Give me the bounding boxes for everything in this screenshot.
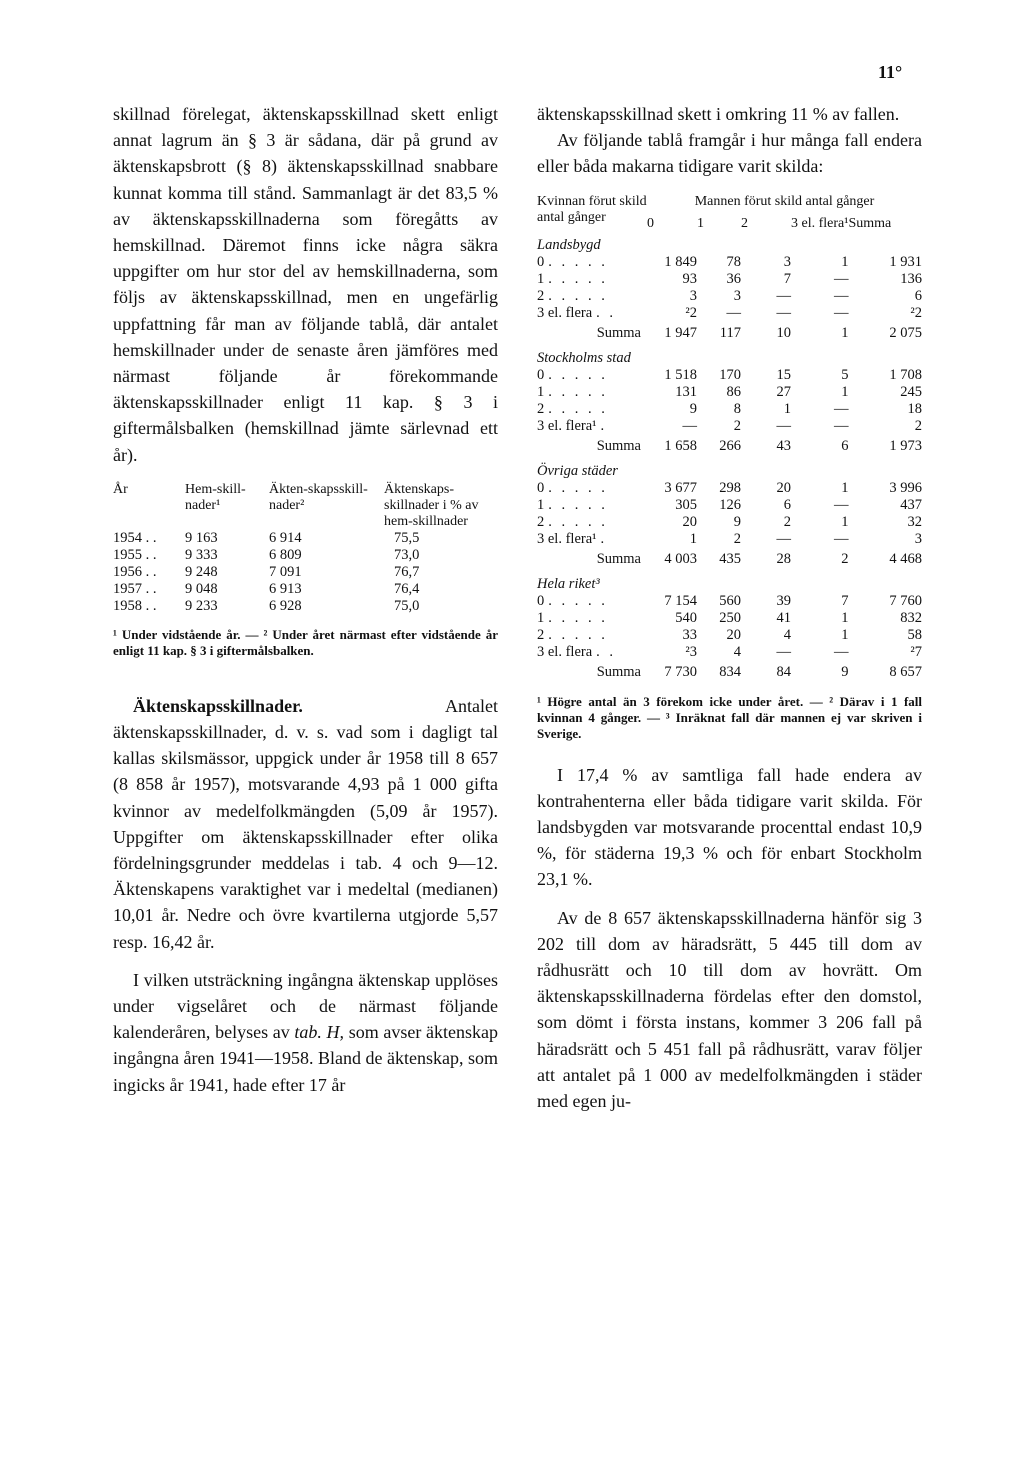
table-cell-aktenskapsskillnader: 6 914 <box>269 529 302 546</box>
table-reference: tab. H, <box>294 1022 345 1043</box>
table-cell-percent: 75,5 <box>394 529 420 546</box>
left-paragraph-2 <box>113 693 498 955</box>
sum-cell: 43 <box>776 437 791 454</box>
right-paragraph-3: I 17,4 % av samtliga fall hade endera av kontrahenterna eller båda tidigare varit skilda. För landsbygden var motsvarande procenttal endast 10,9 %, för städerna 19,3 % och för enbart Stockholm 23,1 %. <box>537 764 922 890</box>
table-cell: 27 <box>776 383 791 400</box>
table-cell: — <box>833 400 849 417</box>
table-cell: 1 <box>841 383 849 400</box>
row-label <box>537 305 647 322</box>
section-title: Stockholms stad <box>537 349 631 366</box>
table-cell-year: 1955 . . <box>113 546 157 563</box>
table-cell-year: 1957 . . <box>113 580 157 597</box>
table-cell: 7 <box>783 270 791 287</box>
row-label <box>537 497 647 514</box>
table-row <box>537 480 922 497</box>
table-cell: — <box>833 530 849 547</box>
left-paragraph-3-a: I vilken utsträckning ingångna äktenskap upplöses under vigselåret och de närmast följande kalenderåren, belyses av <box>113 969 498 1043</box>
sum-cell: 4 003 <box>664 550 697 567</box>
table-cell: 7 154 <box>664 592 697 609</box>
right-column <box>537 101 922 1114</box>
table-cell: 33 <box>682 626 697 643</box>
sum-label: Summa <box>596 663 641 680</box>
table-cell: — <box>682 417 697 434</box>
table-cell: ²3 <box>685 643 697 660</box>
table-cell: 1 849 <box>664 253 697 270</box>
sum-cell: 8 657 <box>889 663 922 680</box>
sum-cell: 6 <box>841 437 849 454</box>
table-cell: 3 677 <box>664 479 697 496</box>
table-cell: 20 <box>726 626 741 643</box>
table-cell: — <box>776 417 791 434</box>
col-header-kvinnan: Kvinnan förut skild antal gånger <box>537 193 647 225</box>
row-label <box>537 401 647 418</box>
table-row <box>537 271 922 288</box>
row-label-text: 2 <box>537 626 545 643</box>
sum-cell: 7 730 <box>664 663 697 680</box>
table-row <box>113 581 498 598</box>
row-label-text: 2 <box>537 513 545 530</box>
section-heading-row <box>537 571 922 593</box>
table-row <box>113 598 498 615</box>
table-cell: — <box>833 287 849 304</box>
row-label-text: 0 <box>537 253 545 270</box>
table-cell: 1 <box>689 530 697 547</box>
sum-row <box>537 435 922 458</box>
table-cell: 7 <box>841 592 849 609</box>
right-paragraph-1: äktenskapsskillnad skett i omkring 11 % av fallen. <box>537 104 900 124</box>
table-row <box>537 497 922 514</box>
row-label-dots: . . . . . <box>548 592 608 609</box>
row-label <box>537 593 647 610</box>
table-row <box>537 593 922 610</box>
row-label-text: 3 el. flera¹ <box>537 530 597 547</box>
left-column <box>113 101 498 1098</box>
row-label-dots: . . . . . <box>548 626 608 643</box>
table-cell: 2 <box>783 513 791 530</box>
table-cell: 1 708 <box>889 366 922 383</box>
sum-row <box>537 661 922 684</box>
row-label-dots: . <box>600 417 608 434</box>
row-label <box>537 531 647 548</box>
table-row <box>113 564 498 581</box>
table-cell: — <box>833 643 849 660</box>
table-cell: 2 <box>914 417 922 434</box>
table-cell: 86 <box>726 383 741 400</box>
table-row <box>537 254 922 271</box>
table-cell: 1 <box>783 400 791 417</box>
col-header-mannen: Mannen förut skild antal gånger <box>694 193 875 209</box>
sum-label: Summa <box>596 437 641 454</box>
row-label-dots: . . . . . <box>548 287 608 304</box>
row-label <box>537 254 647 271</box>
sum-cell: 9 <box>841 663 849 680</box>
table-row <box>537 644 922 661</box>
table-cell: 7 760 <box>889 592 922 609</box>
table-cell-hemskillnader: 9 333 <box>185 546 218 563</box>
col-header-year: År <box>113 481 128 497</box>
row-label <box>537 514 647 531</box>
table-cell: 58 <box>907 626 922 643</box>
col-header-hemskillnader: Hem-skill-nader¹ <box>185 481 246 513</box>
section-heading-row <box>537 345 922 367</box>
sum-label: Summa <box>596 324 641 341</box>
table-cell: 1 <box>841 513 849 530</box>
row-label-text: 0 <box>537 592 545 609</box>
left-paragraph-3-b: som avser äktenskap ingångna åren 1941—1958. Bland de äktenskap, som ingicks år 1941, hade efter 17 år <box>113 1022 498 1095</box>
row-label-text: 0 <box>537 366 545 383</box>
row-label <box>537 610 647 627</box>
table-cell: 131 <box>675 383 697 400</box>
table-cell: 1 <box>841 626 849 643</box>
divorce-separation-table <box>113 482 498 615</box>
table-row <box>537 288 922 305</box>
table-cell: — <box>833 270 849 287</box>
table-cell-percent: 73,0 <box>394 546 420 563</box>
sum-row <box>537 322 922 345</box>
row-label-dots: . . . . . <box>548 366 608 383</box>
table-cell-year: 1954 . . <box>113 529 157 546</box>
col-header-1: 1 <box>697 215 704 231</box>
left-paragraph-3 <box>113 967 498 1098</box>
col-header-summa: Summa <box>848 215 892 231</box>
table-cell: 5 <box>841 366 849 383</box>
table-cell-aktenskapsskillnader: 6 928 <box>269 597 302 614</box>
sum-cell: 84 <box>776 663 791 680</box>
table-cell: 3 996 <box>889 479 922 496</box>
table-cell: 832 <box>900 609 922 626</box>
table-cell-hemskillnader: 9 233 <box>185 597 218 614</box>
table-cell-hemskillnader: 9 048 <box>185 580 218 597</box>
table-row <box>113 530 498 547</box>
table-cell: 1 <box>841 479 849 496</box>
table-cell: 9 <box>733 513 741 530</box>
table-cell: 36 <box>726 270 741 287</box>
table-cell-year: 1956 . . <box>113 563 157 580</box>
right-footnote: ¹ Högre antal än 3 förekom icke under året. — ² Därav i 1 fall kvinnan 4 gånger. — ³ Inräknat fall där mannen ej var skriven i Sverige. <box>537 693 922 741</box>
table-row <box>537 627 922 644</box>
table-row <box>537 531 922 548</box>
table-cell: 560 <box>719 592 741 609</box>
table-cell: 6 <box>783 496 791 513</box>
row-label-dots: . . . . . <box>548 479 608 496</box>
row-label-text: 1 <box>537 383 545 400</box>
col-header-3plus: 3 el. flera¹ <box>791 215 849 231</box>
table-cell: ²2 <box>910 304 922 321</box>
table-cell: — <box>776 287 791 304</box>
row-label-dots: . <box>600 530 608 547</box>
sum-cell: 1 <box>841 324 849 341</box>
sum-cell: 28 <box>776 550 791 567</box>
table-row <box>537 367 922 384</box>
table-cell: 9 <box>689 400 697 417</box>
table-cell: 78 <box>726 253 741 270</box>
table-cell: — <box>776 643 791 660</box>
row-label <box>537 644 647 661</box>
sum-cell: 1 973 <box>889 437 922 454</box>
table-cell: — <box>776 304 791 321</box>
table-cell: 20 <box>682 513 697 530</box>
row-label <box>537 367 647 384</box>
table-cell: 1 <box>841 609 849 626</box>
section-runin-heading: Äktenskapsskillnader. <box>133 695 303 716</box>
table-cell: — <box>726 304 741 321</box>
divorce-separation-table-body <box>113 530 498 615</box>
sum-cell: 117 <box>719 324 741 341</box>
table-cell-aktenskapsskillnader: 6 809 <box>269 546 302 563</box>
table-cell: 1 518 <box>664 366 697 383</box>
table-row <box>537 610 922 627</box>
table-cell: 8 <box>733 400 741 417</box>
table-cell: 245 <box>900 383 922 400</box>
table-row <box>537 401 922 418</box>
table-cell: 3 <box>733 287 741 304</box>
table-cell: 2 <box>733 530 741 547</box>
col-header-2: 2 <box>741 215 748 231</box>
table-row <box>537 305 922 322</box>
table-cell: 540 <box>675 609 697 626</box>
table-cell-aktenskapsskillnader: 7 091 <box>269 563 302 580</box>
table-cell-hemskillnader: 9 248 <box>185 563 218 580</box>
table-cell-aktenskapsskillnader: 6 913 <box>269 580 302 597</box>
right-paragraph-2: Av följande tablå framgår i hur många fall endera eller båda makarna tidigare varit skilda: <box>537 130 922 177</box>
sum-cell: 2 075 <box>889 324 922 341</box>
sum-cell: 1 658 <box>664 437 697 454</box>
row-label-dots: . . . . . <box>548 513 608 530</box>
sum-cell: 10 <box>776 324 791 341</box>
row-label-dots: . . <box>596 643 617 660</box>
row-label-dots: . . . . . <box>548 400 608 417</box>
row-label-text: 2 <box>537 400 545 417</box>
row-label-text: 1 <box>537 270 545 287</box>
table-cell: 3 <box>783 253 791 270</box>
table-cell: 3 <box>914 530 922 547</box>
table-cell: 41 <box>776 609 791 626</box>
col-header-aktenskapsskillnader: Äkten-skapsskill-nader² <box>269 481 368 513</box>
sum-cell: 266 <box>719 437 741 454</box>
row-label-text: 1 <box>537 609 545 626</box>
row-label-dots: . . . . . <box>548 253 608 270</box>
col-header-percent: Äktenskaps-skillnader i % av hem-skillnader <box>384 481 479 529</box>
col-header-0: 0 <box>647 215 654 231</box>
table-cell: 15 <box>776 366 791 383</box>
table-cell: 4 <box>733 643 741 660</box>
table-cell: 298 <box>719 479 741 496</box>
table-cell-hemskillnader: 9 163 <box>185 529 218 546</box>
table-cell: 18 <box>907 400 922 417</box>
table-cell: 1 <box>841 253 849 270</box>
sum-cell: 834 <box>719 663 741 680</box>
row-label <box>537 418 647 435</box>
sum-row <box>537 548 922 571</box>
table-cell: 1 931 <box>889 253 922 270</box>
row-label-dots: . . . . . <box>548 383 608 400</box>
row-label-dots: . . . . . <box>548 270 608 287</box>
row-label-text: 0 <box>537 479 545 496</box>
row-label-text: 2 <box>537 287 545 304</box>
table-cell: 39 <box>776 592 791 609</box>
left-footnote: ¹ Under vidstående år. — ² Under året närmast efter vidstående år enligt 11 kap. § 3 i giftermålsbalken. <box>113 626 498 658</box>
table-cell: — <box>833 417 849 434</box>
section-heading-row <box>537 458 922 480</box>
table-cell-year: 1958 . . <box>113 597 157 614</box>
table-cell: 305 <box>675 496 697 513</box>
table-cell: 136 <box>900 270 922 287</box>
table-cell: 3 <box>689 287 697 304</box>
row-label-dots: . . <box>596 304 617 321</box>
prior-divorces-table <box>537 194 922 684</box>
table-cell: — <box>776 530 791 547</box>
table-cell: 2 <box>733 417 741 434</box>
page-number: 11° <box>878 62 903 82</box>
row-label-text: 1 <box>537 496 545 513</box>
table-cell: ²7 <box>910 643 922 660</box>
row-label <box>537 384 647 401</box>
row-label <box>537 480 647 497</box>
section-title: Hela riket³ <box>537 575 600 592</box>
row-label <box>537 627 647 644</box>
sum-cell: 4 468 <box>889 550 922 567</box>
section-title: Landsbygd <box>537 236 601 253</box>
table-row <box>537 514 922 531</box>
row-label-text: 3 el. flera <box>537 304 593 321</box>
table-cell: 6 <box>914 287 922 304</box>
table-cell: 20 <box>776 479 791 496</box>
table-cell: 250 <box>719 609 741 626</box>
table-cell: 170 <box>719 366 741 383</box>
prior-divorces-table-body <box>537 232 922 684</box>
row-label <box>537 288 647 305</box>
table-cell: 93 <box>682 270 697 287</box>
left-paragraph-1: skillnad förelegat, äktenskapsskillnad skett enligt annat lagrum än § 3 är sådana, där på grund av äktenskapsbrott (§ 8) äktenskapsskillnad snabbare kunnat komma till stånd. Sammanlagt är det 83,5 % av äktenskapsskillnaderna som föregåtts av hemskillnad. Däremot finns icke några säkra uppgifter om hur stor del av hemskillnaderna, som följs av äktenskapsskillnad, men en ungefärlig uppfattning får man av följande tablå, där antalet hemskillnader under de senaste åren jämföres med närmast följande år förekommande äktenskapsskillnader enligt 11 kap. § 3 i giftermålsbalken (hemskillnad jämte särlevnad ett år). <box>113 104 498 465</box>
sum-cell: 2 <box>841 550 849 567</box>
table-row <box>537 418 922 435</box>
row-label-text: 3 el. flera <box>537 643 593 660</box>
left-paragraph-2-text: Antalet äktenskapsskillnader, d. v. s. vad som i dagligt tal kallas skilsmässor, uppgick under år 1958 till 8 657 (8 858 år 1957), motsvarande 4,93 på 1 000 gifta kvinnor av medelfolkmängden (5,09 år 1957). Uppgifter om äktenskapsskillnader efter olika fördelningsgrunder meddelas i tab. 4 och 9—12. Äktenskapens varaktighet var i medeltal (medianen) 10,01 år. Nedre och övre kvartilerna utgjorde 5,57 resp. 16,42 år. <box>113 695 498 952</box>
table-cell: — <box>833 496 849 513</box>
section-title: Övriga städer <box>537 462 618 479</box>
table-cell: — <box>833 304 849 321</box>
table-row <box>113 547 498 564</box>
table-cell: 126 <box>719 496 741 513</box>
section-heading-row <box>537 232 922 254</box>
row-label <box>537 271 647 288</box>
table-cell-percent: 76,7 <box>394 563 420 580</box>
table-cell-percent: 76,4 <box>394 580 420 597</box>
row-label-dots: . . . . . <box>548 496 608 513</box>
table-cell-percent: 75,0 <box>394 597 420 614</box>
table-cell: 4 <box>783 626 791 643</box>
sum-cell: 1 947 <box>664 324 697 341</box>
table-cell: 437 <box>900 496 922 513</box>
sum-cell: 435 <box>719 550 741 567</box>
sum-label: Summa <box>596 550 641 567</box>
table-cell: ²2 <box>685 304 697 321</box>
row-label-dots: . . . . . <box>548 609 608 626</box>
table-cell: 32 <box>907 513 922 530</box>
table-row <box>537 384 922 401</box>
right-paragraph-4: Av de 8 657 äktenskapsskillnaderna hänför sig 3 202 till dom av häradsrätt, 5 445 till dom av rådhusrätt och 10 till dom av hovrätt. Om äktenskapsskillnaderna fördelas efter den domstol, som dömt i första instans, kommer 3 206 fall på häradsrätt och 5 451 fall på rådhusrätt, varav följer att antalet på 1 000 av medelfolkmängden i städer med egen ju- <box>537 907 922 1112</box>
row-label-text: 3 el. flera¹ <box>537 417 597 434</box>
